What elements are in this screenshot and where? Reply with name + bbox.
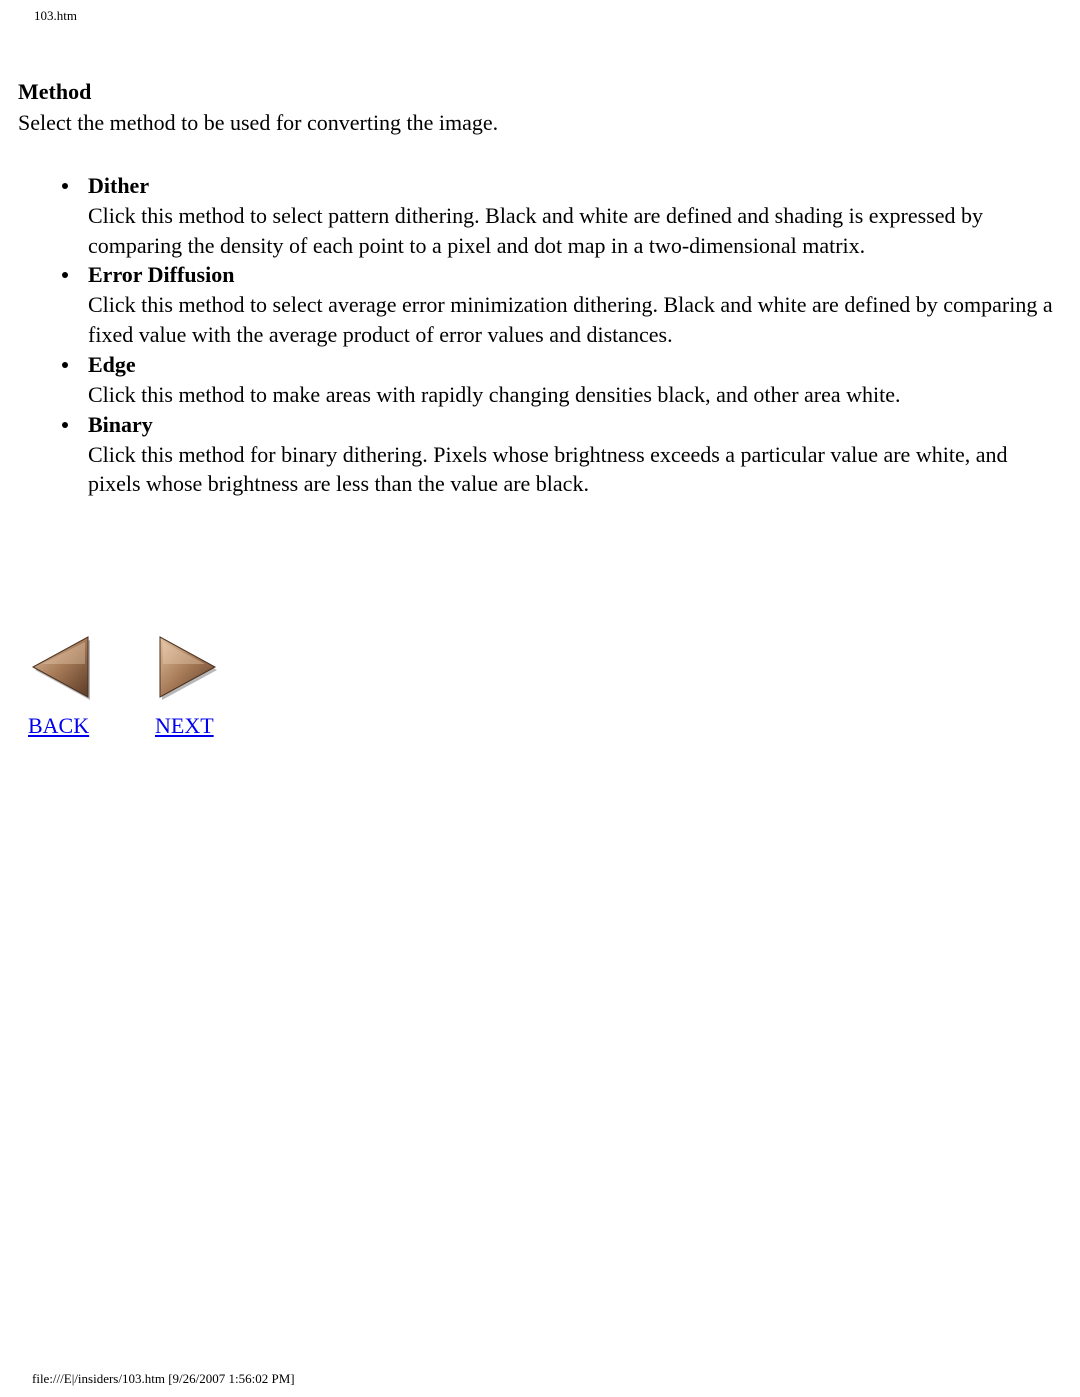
method-name: Error Diffusion [88,262,235,288]
back-button[interactable] [28,634,118,738]
left-arrow-icon[interactable] [28,634,94,700]
bullet-icon [62,272,68,278]
right-arrow-icon[interactable] [155,634,221,700]
method-description: Click this method for binary dithering. Pixels whose brightness exceeds a particular value are white, and pixels whose brightness are less than the value are black. [88,441,1008,497]
method-description: Click this method to make areas with rapidly changing densities black, and other area white. [88,381,901,407]
method-item-edge [0,350,1080,410]
bullet-icon [62,422,68,428]
method-list [0,171,1080,499]
page-header-filename: 103.htm [34,8,77,23]
method-name: Edge [88,351,136,377]
method-description: Click this method to select pattern dithering. Black and white are defined and shading is expressed by comparing the density of each point to a pixel and dot map in a two-dimensional matrix. [88,203,984,258]
back-label[interactable]: BACK [28,713,90,738]
method-name: Dither [88,173,150,198]
bullet-icon [62,183,68,189]
next-label[interactable]: NEXT [155,713,214,738]
method-item-dither [0,171,1080,260]
bullet-icon [62,362,68,368]
method-item-binary [0,410,1080,499]
method-item-error-diffusion [0,260,1080,349]
page-footer-path: file:///E|/insiders/103.htm [9/26/2007 1:56:02 PM] [32,1371,295,1386]
page-title: Method [18,79,92,104]
method-name: Binary [88,411,153,437]
method-description: Click this method to select average error minimization dithering. Black and white are defined by comparing a fixed value with the average product of error values and distances. [88,292,1053,348]
next-button[interactable] [155,634,245,738]
intro-text: Select the method to be used for converting the image. [18,110,499,135]
